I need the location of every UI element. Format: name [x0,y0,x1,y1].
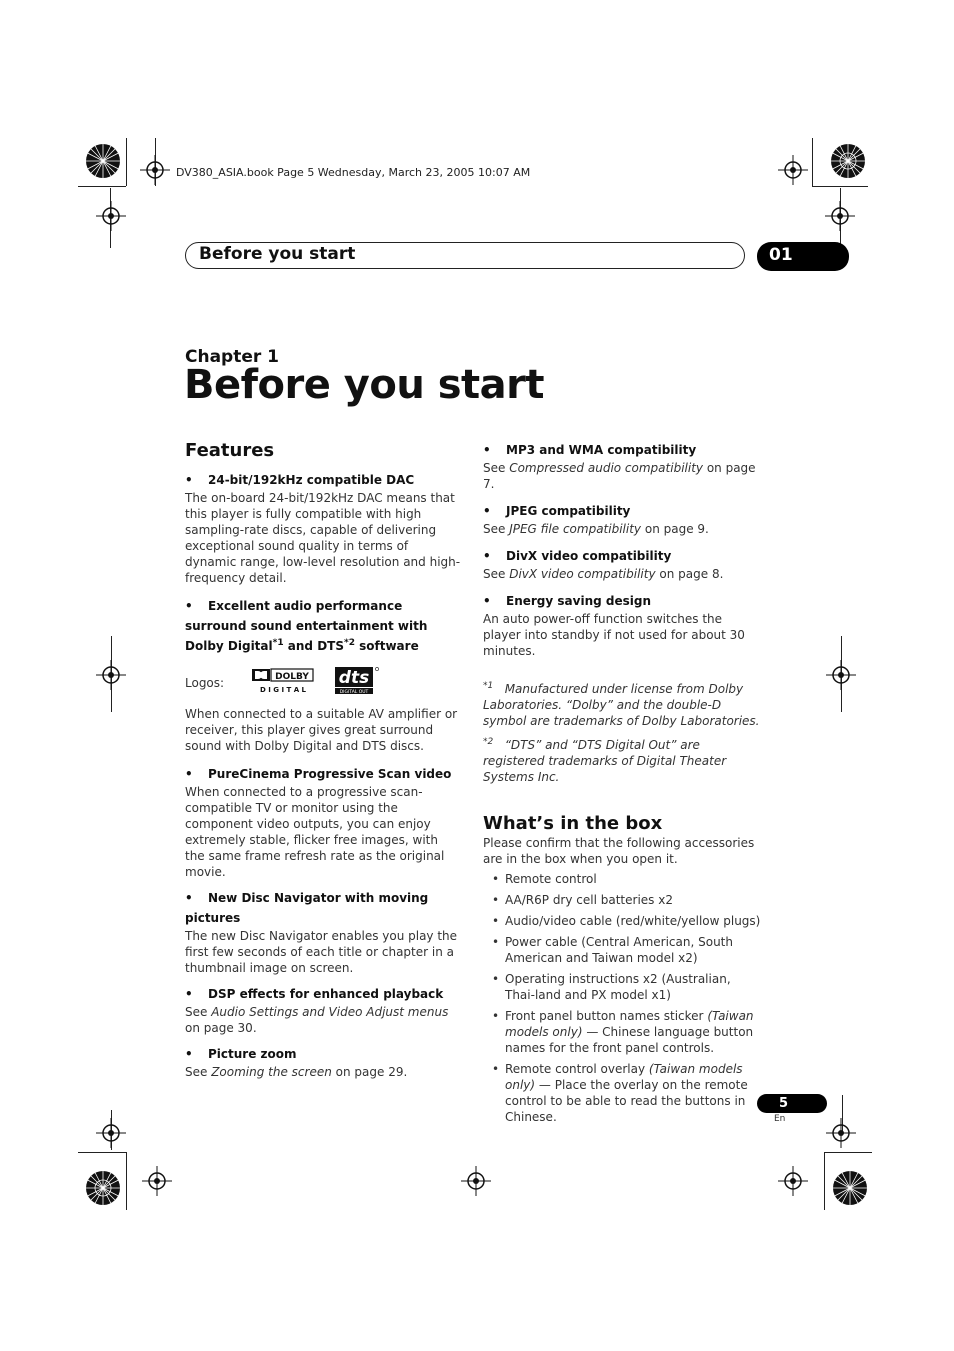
bullet: • [185,599,193,613]
feature-dac [185,470,461,586]
crop-mark [812,186,868,187]
registration-mark-icon [461,1166,491,1196]
feature-audio [185,596,461,754]
cross-reference: Zooming the screen [211,1065,332,1079]
bullet: • [483,594,491,608]
feature-title: DSP effects for enhanced playback [208,987,444,1001]
features-column [185,440,461,1080]
feature-title-part: and DTS [283,639,344,653]
bullet: • [483,504,491,518]
feature-divx [483,546,761,582]
registration-mark-icon [96,1118,126,1148]
feature-title: PureCinema Progressive Scan video [208,767,452,781]
page-number: 5 [779,1096,789,1111]
see-text: See [185,1065,212,1079]
list-item: • Remote control [483,871,761,887]
feature-energy [483,591,761,659]
page-number-tab [757,1094,827,1113]
accessory-list [483,871,761,1125]
page-language: En [774,1114,786,1124]
crop-mark [126,1152,127,1210]
item-note: (Taiwan models only) [505,1009,754,1039]
feature-title: JPEG compatibility [506,504,631,518]
logos-row [185,668,461,698]
registration-mark-icon [826,660,856,690]
item-text: Front panel button names sticker [505,1009,708,1023]
feature-title: DivX video compatibility [506,549,672,563]
dolby-digital-logo [252,668,314,694]
feature-title: Picture zoom [208,1047,297,1061]
feature-body: An auto power-off function switches the player into standby if not used for about 30 minutes. [483,612,745,658]
list-item: • Audio/video cable (red/white/yellow plugs) [483,913,761,929]
page-ref: on page 9. [641,522,709,536]
features-heading: Features [185,440,275,461]
feature-title: New Disc Navigator with moving pictures [185,891,429,925]
footnote-2 [483,737,761,785]
feature-body [483,521,761,537]
feature-jpeg [483,501,761,537]
logos-label: Logos: [185,676,225,690]
feature-purecinema [185,764,461,880]
right-column [483,440,761,1130]
dts-logo-subtext: DIGITAL OUT [339,690,369,695]
feature-dsp [185,984,461,1036]
feature-navigator [185,888,461,976]
crop-mark [126,138,127,186]
cross-reference: Audio Settings and Video Adjust menus [211,1005,449,1019]
bullet: • [185,987,193,1001]
feature-zoom [185,1044,461,1080]
item-text: Remote control overlay [505,1062,649,1076]
feature-body: The on-board 24-bit/192kHz DAC means that this player is fully compatible with high sampling-rate discs, capable of delivering exceptional sound quality in terms of dynamic range, low-level resolution and high-frequency detail. [185,491,461,585]
see-text: See [483,567,510,581]
starburst-target-icon [85,1170,121,1206]
registration-mark-icon [778,155,808,185]
page-ref: on page 30. [185,1021,257,1035]
running-header-title: Before you start [199,244,356,264]
crop-mark [824,1152,872,1153]
page-ref: on page 7. [483,461,756,491]
registration-mark-icon [142,1166,172,1196]
bullet: • [185,767,193,781]
bullet: • [185,473,193,487]
feature-title: Energy saving design [506,594,651,608]
footnote-mark: *2 [483,737,494,747]
page-ref: on page 29. [331,1065,408,1079]
dts-logo-text: dts [338,668,370,688]
list-item: • Operating instructions x2 (Australian, Thai-land and PX model x1) [483,971,761,1003]
feature-title: Excellent audio performance surround sound entertainment with Dolby Digital [185,599,428,653]
crop-mark [78,1152,126,1153]
item-text: — Chinese language button names for the front panel controls. [505,1025,754,1055]
footnote-text: “DTS” and “DTS Digital Out” are registered trademarks of Digital Theater Systems Inc. [483,738,727,784]
cross-reference: Compressed audio compatibility [509,461,703,475]
bullet: • [185,891,193,905]
registration-mark-icon [96,660,126,690]
footnote-mark: *1 [483,681,494,691]
list-item: • Power cable (Central American, South American and Taiwan model x2) [483,934,761,966]
crop-mark [824,1152,825,1210]
footnote-ref: *1 [272,638,284,648]
feature-body [185,1004,461,1036]
dolby-logo-subtext: D I G I T A L [259,686,307,694]
feature-mp3 [483,440,761,492]
box-intro: Please confirm that the following accessories are in the box when you open it. [483,836,755,866]
feature-body [185,1064,461,1080]
item-text: — Place the overlay on the remote control to be able to read the buttons in Chinese. [505,1078,748,1124]
cross-reference: DivX video compatibility [509,567,656,581]
bullet: • [483,549,491,563]
chapter-label: Chapter 1 [185,347,280,367]
starburst-target-icon [832,1170,868,1206]
feature-title: MP3 and WMA compatibility [506,443,697,457]
feature-title-part: software [354,639,419,653]
list-item: • AA/R6P dry cell batteries x2 [483,892,761,908]
cross-reference: JPEG file compatibility [509,522,642,536]
starburst-target-icon [85,143,121,179]
registration-mark-icon [825,201,855,231]
registration-mark-icon [140,155,170,185]
bullet: • [185,1047,193,1061]
starburst-target-icon [830,143,866,179]
dts-digital-out-logo [333,665,381,695]
chapter-number: 01 [769,245,793,265]
see-text: See [483,522,510,536]
list-item [483,1008,761,1056]
registration-mark-icon [96,201,126,231]
item-note: (Taiwan models only) [505,1062,743,1092]
whats-in-box-heading: What’s in the box [483,813,663,834]
dolby-logo-text: DOLBY [275,672,309,682]
list-item [483,1061,761,1125]
registration-mark-icon [778,1166,808,1196]
feature-body [483,566,761,582]
page-title: Before you start [184,362,545,408]
footnote-text: Manufactured under license from Dolby Laboratories. “Dolby” and the double-D symbol are trademarks of Dolby Laboratories. [483,682,760,728]
feature-body [483,460,761,492]
feature-body: The new Disc Navigator enables you play the first few seconds of each title or chapter in a thumbnail image on screen. [185,929,458,975]
footnote-1 [483,681,761,729]
file-info-slug: DV380_ASIA.book Page 5 Wednesday, March 23, 2005 10:07 AM [176,166,531,179]
feature-body: When connected to a progressive scan-compatible TV or monitor using the component video outputs, you can enjoy extremely stable, flicker free images, with the same frame refresh rate as the original movie. [185,785,445,879]
page-ref: on page 8. [655,567,724,581]
registration-mark-icon [826,1118,856,1148]
footnote-ref: *2 [343,638,355,648]
feature-title: 24-bit/192kHz compatible DAC [208,473,415,487]
crop-mark [812,138,813,186]
feature-body: When connected to a suitable AV amplifier or receiver, this player gives great surround sound with Dolby Digital and DTS discs. [185,707,458,753]
see-text: See [483,461,510,475]
crop-mark [78,186,126,187]
see-text: See [185,1005,212,1019]
bullet: • [483,443,491,457]
